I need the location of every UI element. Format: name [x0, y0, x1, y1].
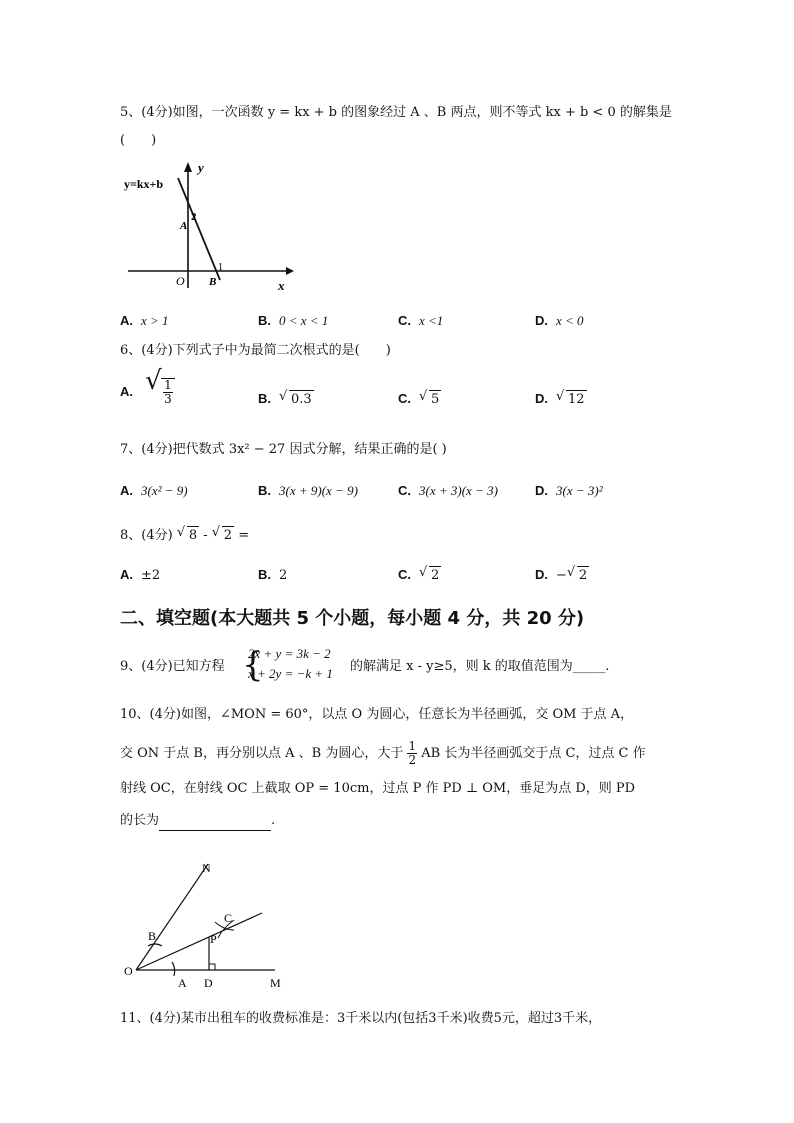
q10-figure: [120, 850, 300, 1000]
answer-blank[interactable]: [159, 812, 271, 831]
y-label: y: [198, 160, 204, 175]
q8-option-d[interactable]: D. − √ 2: [535, 565, 588, 583]
q6-text: 6、(4分)下列式子中为最简二次根式的是( ): [120, 343, 391, 358]
x-label: x: [278, 278, 285, 293]
q8-text: 8、(4分) √ 8 - √ 2 =: [120, 525, 250, 543]
val-1-label: 1: [218, 262, 223, 273]
q10-line-1: 10、(4分)如图，∠MON = 60°，以点 O 为圆心，任意长为半径画弧，交 OM 于点 A，: [120, 707, 634, 722]
point-b-label: B: [209, 276, 217, 288]
y-axis-arrow: [184, 162, 192, 172]
q9-prefix: 9、(4分)已知方程: [120, 659, 225, 674]
label-d: D: [204, 976, 213, 990]
q9-suffix: 的解满足 x - y≥5，则 k 的取值范围为_____.: [350, 659, 610, 674]
section-2-title: 二、填空题(本大题共 5 个小题，每小题 4 分，共 20 分): [120, 608, 585, 629]
label-a: A: [178, 976, 187, 990]
x-axis-arrow: [286, 267, 294, 275]
arc-a: [172, 962, 175, 976]
q5-option-a[interactable]: A. x > 1: [120, 313, 169, 328]
q5-paren: ( ): [120, 133, 157, 148]
q6-option-d[interactable]: D. √ 12: [535, 389, 585, 407]
q7-option-a[interactable]: A. 3(x² − 9): [120, 483, 188, 498]
q5-option-b[interactable]: B. 0 < x < 1: [258, 313, 329, 328]
q7-option-b[interactable]: B. 3(x + 9)(x − 9): [258, 483, 358, 498]
q5-option-d[interactable]: D. x < 0: [535, 313, 584, 328]
origin-label: O: [176, 274, 185, 288]
q5-text: 5、(4分)如图，一次函数 y = kx + b 的图象经过 A 、B 两点，则不等式 kx + b < 0 的解集是: [120, 105, 672, 120]
label-c: C: [224, 911, 233, 925]
val-2-label: 2: [191, 211, 197, 223]
q5-option-c[interactable]: C. x <1: [398, 313, 444, 328]
q6-option-c[interactable]: C. √ 5: [398, 389, 440, 407]
equation-system: [248, 644, 333, 684]
q10-line-3: 射线 OC，在射线 OC 上截取 OP = 10cm，过点 P 作 PD ⊥ OM，垂足为点 D，则 PD: [120, 781, 636, 796]
q6-option-b[interactable]: B. √ 0.3: [258, 389, 312, 407]
q7-text: 7、(4分)把代数式 3x² − 27 因式分解，结果正确的是( ): [120, 442, 447, 457]
q8-option-a[interactable]: A. ±2: [120, 567, 161, 583]
q6-option-a[interactable]: A. √ $\frac{1}{3}$: [120, 378, 175, 406]
arc-b: [148, 944, 162, 946]
q5-graph: [120, 158, 300, 293]
q7-option-d[interactable]: D. 3(x − 3)²: [535, 483, 603, 498]
system-brace: {: [242, 645, 264, 685]
label-n: N: [202, 861, 211, 875]
func-label: y=kx+b: [124, 177, 164, 191]
label-m: M: [270, 976, 281, 990]
equation-1: 2x + y = 3k − 2: [248, 646, 331, 661]
q8-option-c[interactable]: C. √ 2: [398, 565, 440, 583]
q10-line-4: 的长为 .: [120, 812, 275, 831]
label-o: O: [124, 964, 133, 978]
equation-2: x + 2y = −k + 1: [248, 666, 333, 681]
q10-line-2: 交 ON 于点 B，再分别以点 A 、B 为圆心，大于 $\frac{1}{2}$ AB 长为半径画弧交于点 C，过点 C 作: [120, 739, 646, 767]
q8-option-b[interactable]: B. 2: [258, 567, 288, 583]
right-angle-mark: [209, 964, 215, 970]
label-b: B: [148, 929, 157, 943]
q11-text: 11、(4分)某市出租车的收费标准是：3千米以内(包括3千米)收费5元，超过3千米，: [120, 1011, 602, 1026]
point-a-label: A: [180, 220, 188, 232]
label-p: P: [210, 932, 217, 946]
q7-option-c[interactable]: C. 3(x + 3)(x − 3): [398, 483, 498, 498]
